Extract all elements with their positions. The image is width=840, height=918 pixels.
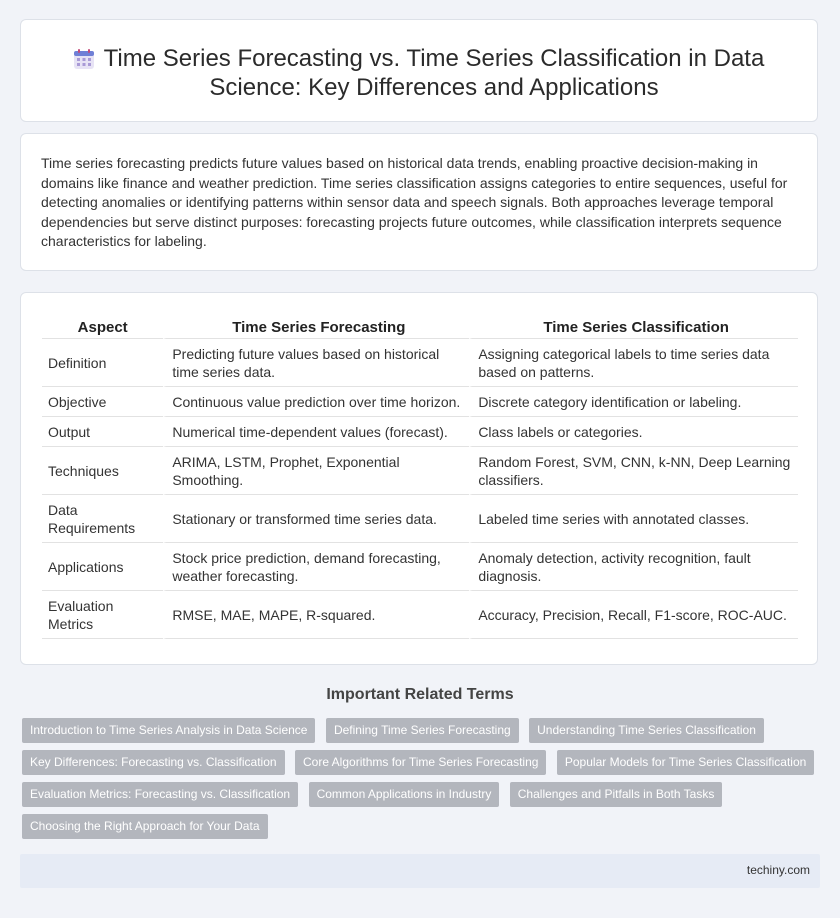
related-term-tag[interactable]: Popular Models for Time Series Classification [557,750,814,775]
row-classification: Labeled time series with annotated classes. [469,495,798,543]
related-term-tag[interactable]: Defining Time Series Forecasting [326,718,519,743]
row-aspect: Data Requirements [42,495,163,543]
title-card [20,19,818,122]
footer [20,854,820,888]
row-classification: Discrete category identification or labeling. [469,387,798,417]
table-row [42,543,798,591]
row-forecasting: Stock price prediction, demand forecasting, weather forecasting. [163,543,469,591]
comparison-card [20,292,818,665]
row-aspect: Output [42,417,163,447]
row-forecasting: RMSE, MAE, MAPE, R-squared. [163,591,469,639]
table-row [42,417,798,447]
related-term-tag[interactable]: Key Differences: Forecasting vs. Classification [22,750,285,775]
row-aspect: Definition [42,339,163,387]
related-term-tag[interactable]: Understanding Time Series Classification [529,718,764,743]
header-forecasting: Time Series Forecasting [163,316,469,339]
row-classification: Random Forest, SVM, CNN, k-NN, Deep Learning classifiers. [469,447,798,495]
row-classification: Accuracy, Precision, Recall, F1-score, ROC-AUC. [469,591,798,639]
intro-paragraph: Time series forecasting predicts future values based on historical data trends, enabling proactive decision-making in domains like finance and weather prediction. Time series classification assigns categories to entire sequences, useful for detecting anomalies or identifying patterns within sensor data and speech signals. Both approaches leverage temporal dependencies but serve distinct purposes: forecasting projects future outcomes, while classification interprets sequence characteristics for labeling. [41,155,788,250]
row-forecasting: Stationary or transformed time series data. [163,495,469,543]
row-classification: Assigning categorical labels to time series data based on patterns. [469,339,798,387]
related-term-tag[interactable]: Core Algorithms for Time Series Forecasting [295,750,546,775]
row-aspect: Objective [42,387,163,417]
related-terms-list [22,718,822,846]
related-term-tag[interactable]: Challenges and Pitfalls in Both Tasks [510,782,723,807]
header-classification: Time Series Classification [469,316,798,339]
table-row [42,339,798,387]
row-forecasting: Continuous value prediction over time horizon. [163,387,469,417]
related-terms-heading: Important Related Terms [326,686,514,703]
related-term-tag[interactable]: Evaluation Metrics: Forecasting vs. Classification [22,782,298,807]
page-title: Time Series Forecasting vs. Time Series Classification in Data Science: Key Differences and Applications [103,45,765,101]
row-classification: Anomaly detection, activity recognition, fault diagnosis. [469,543,798,591]
related-term-tag[interactable]: Choosing the Right Approach for Your Data [22,814,268,839]
row-aspect: Techniques [42,447,163,495]
table-row [42,387,798,417]
intro-card [20,133,818,271]
row-forecasting: ARIMA, LSTM, Prophet, Exponential Smoothing. [163,447,469,495]
row-classification: Class labels or categories. [469,417,798,447]
table-row [42,495,798,543]
related-term-tag[interactable]: Common Applications in Industry [309,782,500,807]
row-aspect: Applications [42,543,163,591]
table-row [42,447,798,495]
comparison-table [42,316,798,639]
related-term-tag[interactable]: Introduction to Time Series Analysis in Data Science [22,718,315,743]
row-forecasting: Numerical time-dependent values (forecast). [163,417,469,447]
header-aspect: Aspect [42,316,163,339]
table-row [42,591,798,639]
footer-brand-link[interactable]: techiny.com [746,863,810,877]
row-aspect: Evaluation Metrics [42,591,163,639]
table-header-row [42,316,798,339]
row-forecasting: Predicting future values based on historical time series data. [163,339,469,387]
